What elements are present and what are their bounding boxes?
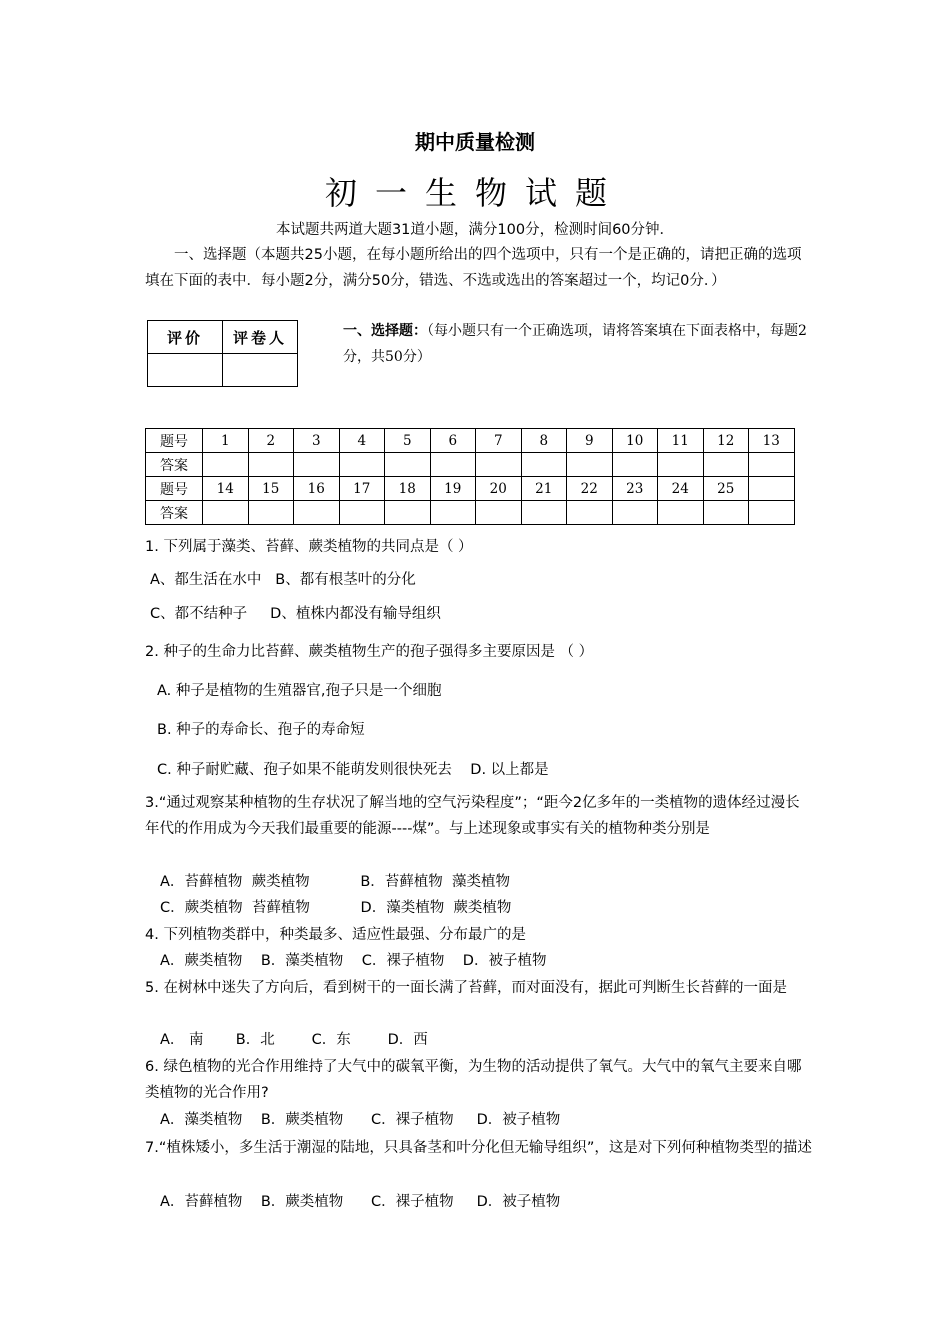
question-number: 17 bbox=[339, 477, 385, 501]
answer-table-answer-label: 答案 bbox=[146, 501, 203, 525]
question-2-options-row-1: A. 种子是植物的生殖器官,孢子只是一个细胞 bbox=[157, 683, 442, 699]
question-4-stem: 4. 下列植物类群中，种类最多、适应性最强、分布最广的是 bbox=[145, 927, 526, 943]
question-number: 20 bbox=[476, 477, 522, 501]
answer-cell[interactable] bbox=[248, 501, 294, 525]
grader-cell[interactable] bbox=[223, 354, 298, 387]
answer-cell[interactable] bbox=[476, 453, 522, 477]
section-note bbox=[343, 318, 818, 370]
answer-cell[interactable] bbox=[294, 501, 340, 525]
question-number: 23 bbox=[612, 477, 658, 501]
answer-cell[interactable] bbox=[703, 453, 749, 477]
answer-cell[interactable] bbox=[294, 453, 340, 477]
question-number: 6 bbox=[430, 429, 476, 453]
question-number: 10 bbox=[612, 429, 658, 453]
answer-cell[interactable] bbox=[203, 501, 249, 525]
section-note-lead: 一、选择题： bbox=[343, 323, 427, 339]
question-3-options-row-1: A．苔藓植物 蕨类植物 B．苔藓植物 藻类植物 bbox=[160, 874, 511, 890]
question-number: 3 bbox=[294, 429, 340, 453]
question-3-options-row-2: C．蕨类植物 苔藓植物 D．藻类植物 蕨类植物 bbox=[160, 900, 512, 916]
answer-cell[interactable] bbox=[339, 501, 385, 525]
answer-cell[interactable] bbox=[567, 453, 613, 477]
question-number: 24 bbox=[658, 477, 704, 501]
question-2-stem: 2. 种子的生命力比苔藓、蕨类植物生产的孢子强得多主要原因是 （ ） bbox=[145, 644, 594, 660]
question-1-stem: 1. 下列属于藻类、苔藓、蕨类植物的共同点是（ ） bbox=[145, 539, 473, 555]
answer-cell[interactable] bbox=[476, 501, 522, 525]
answer-cell[interactable] bbox=[248, 453, 294, 477]
answer-cell[interactable] bbox=[567, 501, 613, 525]
answer-cell[interactable] bbox=[430, 453, 476, 477]
question-number: 16 bbox=[294, 477, 340, 501]
question-2-options-row-2: B. 种子的寿命长、孢子的寿命短 bbox=[157, 722, 365, 738]
question-1-options-row-2: C、都不结种子 D、植株内都没有输导组织 bbox=[150, 606, 441, 622]
question-5-stem: 5. 在树林中迷失了方向后，看到树干的一面长满了苔藓，而对面没有，据此可判断生长苔藓的一面是 bbox=[145, 980, 787, 996]
answer-cell[interactable] bbox=[203, 453, 249, 477]
answer-cell[interactable] bbox=[521, 453, 567, 477]
question-7-stem: 7.“植株矮小，多生活于潮湿的陆地，只具备茎和叶分化但无输导组织”，这是对下列何种植物类型的描述 bbox=[145, 1140, 812, 1156]
answer-table-answer-label: 答案 bbox=[146, 453, 203, 477]
grade-cell[interactable] bbox=[148, 354, 223, 387]
question-number: 9 bbox=[567, 429, 613, 453]
answer-cell[interactable] bbox=[430, 501, 476, 525]
question-6-stem: 6. 绿色植物的光合作用维持了大气中的碳氧平衡，为生物的活动提供了氧气。大气中的氧气主要来自哪类植物的光合作用? bbox=[145, 1059, 802, 1101]
section-note-text: （每小题只有一个正确选项，请将答案填在下面表格中，每题2分，共50分） bbox=[343, 323, 807, 365]
question-number: 14 bbox=[203, 477, 249, 501]
question-5-options: A． 南 B．北 C．东 D．西 bbox=[160, 1032, 428, 1048]
answer-cell[interactable] bbox=[749, 501, 795, 525]
question-number: 7 bbox=[476, 429, 522, 453]
question-2-options-row-3: C. 种子耐贮藏、孢子如果不能萌发则很快死去 D. 以上都是 bbox=[157, 762, 549, 778]
question-number: 13 bbox=[749, 429, 795, 453]
answer-cell[interactable] bbox=[385, 501, 431, 525]
answer-cell[interactable] bbox=[339, 453, 385, 477]
exam-title: 初一生物试题 bbox=[324, 174, 625, 212]
question-3-stem: 3.“通过观察某种植物的生存状况了解当地的空气污染程度”；“距今2亿多年的一类植物的遗体经过漫长年代的作用成为今天我们最重要的能源----煤”。与上述现象或事实有关的植物种类分别是 bbox=[145, 795, 800, 837]
question-6-options: A．藻类植物 B．蕨类植物 C．裸子植物 D．被子植物 bbox=[160, 1112, 561, 1128]
grade-col-label: 评价 bbox=[148, 321, 223, 354]
answer-table bbox=[145, 428, 795, 525]
answer-cell[interactable] bbox=[521, 501, 567, 525]
grader-col-label: 评卷人 bbox=[223, 321, 298, 354]
answer-cell[interactable] bbox=[385, 453, 431, 477]
grade-table bbox=[147, 320, 298, 387]
question-7-options: A．苔藓植物 B．蕨类植物 C．裸子植物 D．被子植物 bbox=[160, 1194, 561, 1210]
question-number: 15 bbox=[248, 477, 294, 501]
answer-table-number-label: 题号 bbox=[146, 429, 203, 453]
question-number: 5 bbox=[385, 429, 431, 453]
question-number: 4 bbox=[339, 429, 385, 453]
question-number: 12 bbox=[703, 429, 749, 453]
question-number: 19 bbox=[430, 477, 476, 501]
answer-cell[interactable] bbox=[703, 501, 749, 525]
question-number: 25 bbox=[703, 477, 749, 501]
answer-cell[interactable] bbox=[658, 453, 704, 477]
question-1-options-row-1: A、都生活在水中 B、都有根茎叶的分化 bbox=[150, 572, 416, 588]
question-number: 2 bbox=[248, 429, 294, 453]
answer-table-number-label: 题号 bbox=[146, 477, 203, 501]
exam-info: 本试题共两道大题31道小题，满分100分，检测时间60分钟． bbox=[275, 222, 675, 238]
question-number bbox=[749, 477, 795, 501]
answer-cell[interactable] bbox=[658, 501, 704, 525]
question-4-options: A．蕨类植物 B．藻类植物 C．裸子植物 D．被子植物 bbox=[160, 953, 547, 969]
question-number: 18 bbox=[385, 477, 431, 501]
question-number: 1 bbox=[203, 429, 249, 453]
document-title: 期中质量检测 bbox=[415, 130, 535, 154]
question-number: 8 bbox=[521, 429, 567, 453]
question-number: 21 bbox=[521, 477, 567, 501]
answer-cell[interactable] bbox=[612, 453, 658, 477]
answer-cell[interactable] bbox=[749, 453, 795, 477]
question-number: 22 bbox=[567, 477, 613, 501]
section-intro: 一、选择题（本题共25小题，在每小题所给出的四个选项中，只有一个是正确的，请把正确的选项填在下面的表中．每小题2分，满分50分，错选、不选或选出的答案超过一个，均记0分．） bbox=[145, 247, 802, 289]
answer-cell[interactable] bbox=[612, 501, 658, 525]
question-number: 11 bbox=[658, 429, 704, 453]
